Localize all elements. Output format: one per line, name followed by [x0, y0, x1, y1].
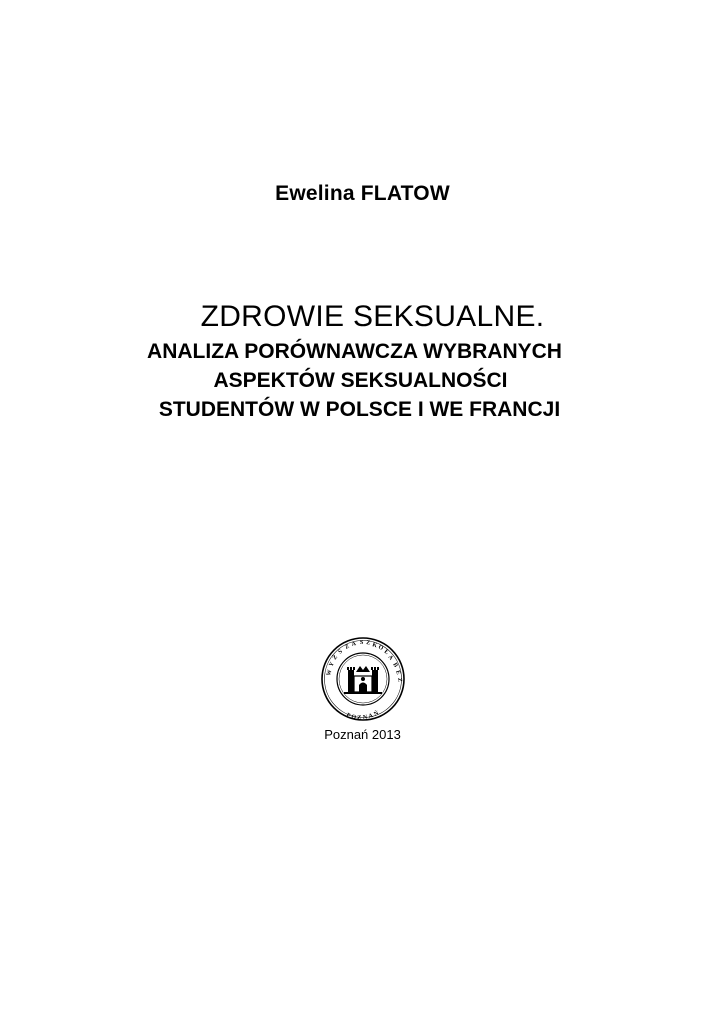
author-name: Ewelina FLATOW: [275, 182, 450, 205]
svg-text:Ż: Ż: [331, 654, 340, 662]
subtitle-line-3: STUDENTÓW W POLSCE I WE FRANCJI: [158, 398, 561, 421]
svg-text:A: A: [351, 641, 357, 648]
svg-text:O: O: [350, 714, 357, 722]
svg-text:Z: Z: [344, 643, 351, 651]
svg-text:E: E: [394, 669, 402, 676]
svg-text:P: P: [345, 712, 352, 720]
svg-text:Z: Z: [356, 715, 362, 722]
svg-text:Z: Z: [365, 640, 371, 647]
svg-text:A: A: [367, 713, 374, 720]
svg-text:S: S: [359, 639, 364, 646]
svg-text:A: A: [386, 654, 394, 662]
svg-text:S: S: [337, 648, 344, 656]
svg-text:W: W: [326, 669, 334, 677]
main-title: ZDROWIE SEKSUALNE.: [200, 300, 545, 333]
subtitle-line-2: ASPEKTÓW SEKSUALNOŚCI: [213, 369, 508, 392]
svg-text:O: O: [377, 644, 385, 652]
svg-text:K: K: [371, 642, 378, 650]
subtitle-line-1: ANALIZA PORÓWNAWCZA WYBRANYCH: [147, 340, 562, 363]
svg-text:B: B: [391, 662, 399, 669]
university-seal-logo: [320, 636, 406, 722]
place-and-year: Poznań 2013: [324, 727, 401, 742]
svg-text:Ł: Ł: [382, 648, 390, 657]
svg-text:Ń: Ń: [373, 710, 380, 718]
svg-text:Z: Z: [396, 677, 403, 683]
svg-text:N: N: [362, 714, 368, 721]
svg-text:Y: Y: [328, 661, 336, 668]
